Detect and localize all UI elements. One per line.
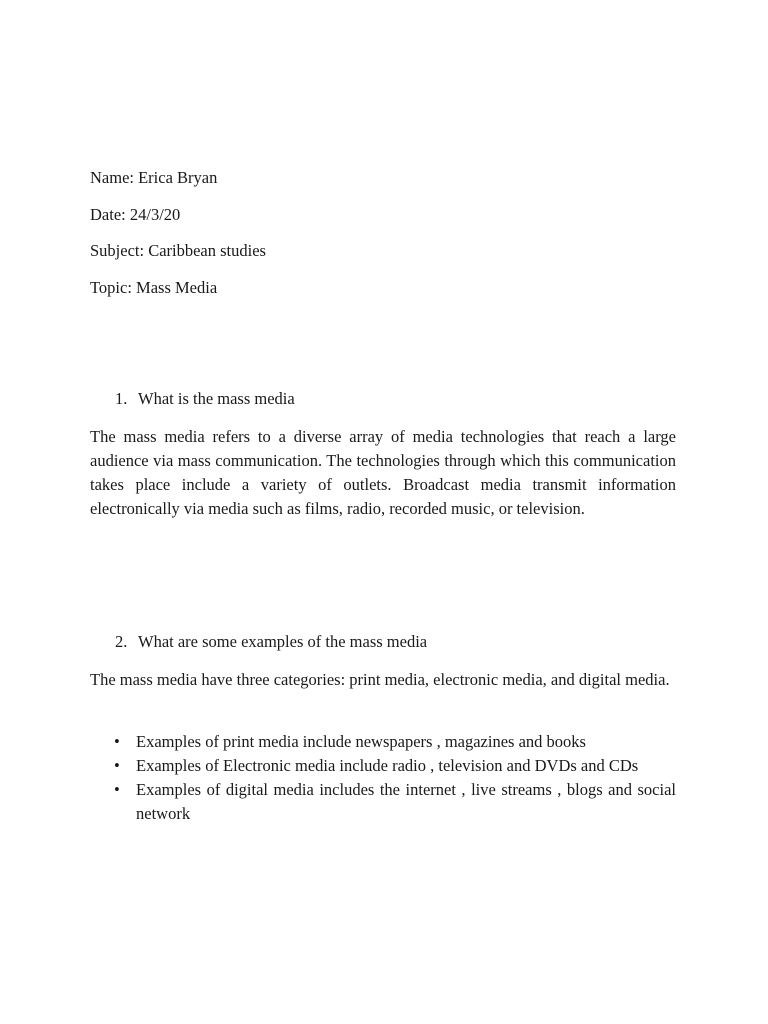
assignment-date: Date: 24/3/20 bbox=[90, 205, 181, 224]
answer-1-paragraph: The mass media refers to a diverse array of media technologies that reach a large audience via mass communication. The technologies through which this communication takes place include a variety of outlets. Broadcast media transmit information electronically via media such as films, radio, recorded music, or television. bbox=[90, 427, 676, 518]
bullet-icon: • bbox=[114, 756, 120, 775]
list-item bbox=[90, 730, 676, 754]
answer-2-paragraph: The mass media have three categories: print media, electronic media, and digital media. bbox=[90, 670, 670, 689]
question-1-heading bbox=[115, 389, 295, 409]
question-2-heading bbox=[115, 632, 427, 652]
list-item-text: Examples of print media include newspapers , magazines and books bbox=[136, 732, 586, 751]
student-name: Name: Erica Bryan bbox=[90, 168, 218, 187]
list-item-text: Examples of Electronic media include radio , television and DVDs and CDs bbox=[136, 756, 639, 775]
list-item bbox=[90, 778, 676, 826]
list-item bbox=[90, 754, 676, 778]
question-1-number: 1. bbox=[115, 389, 128, 408]
question-2-number: 2. bbox=[115, 632, 128, 651]
topic-line: Topic: Mass Media bbox=[90, 278, 218, 297]
examples-list bbox=[90, 730, 676, 826]
subject-line: Subject: Caribbean studies bbox=[90, 241, 266, 260]
question-2-text: What are some examples of the mass media bbox=[138, 632, 428, 651]
bullet-icon: • bbox=[114, 780, 120, 799]
bullet-icon: • bbox=[114, 732, 120, 751]
list-item-text: Examples of digital media includes the internet , live streams , blogs and social network bbox=[136, 780, 676, 823]
question-1-text: What is the mass media bbox=[138, 389, 295, 408]
